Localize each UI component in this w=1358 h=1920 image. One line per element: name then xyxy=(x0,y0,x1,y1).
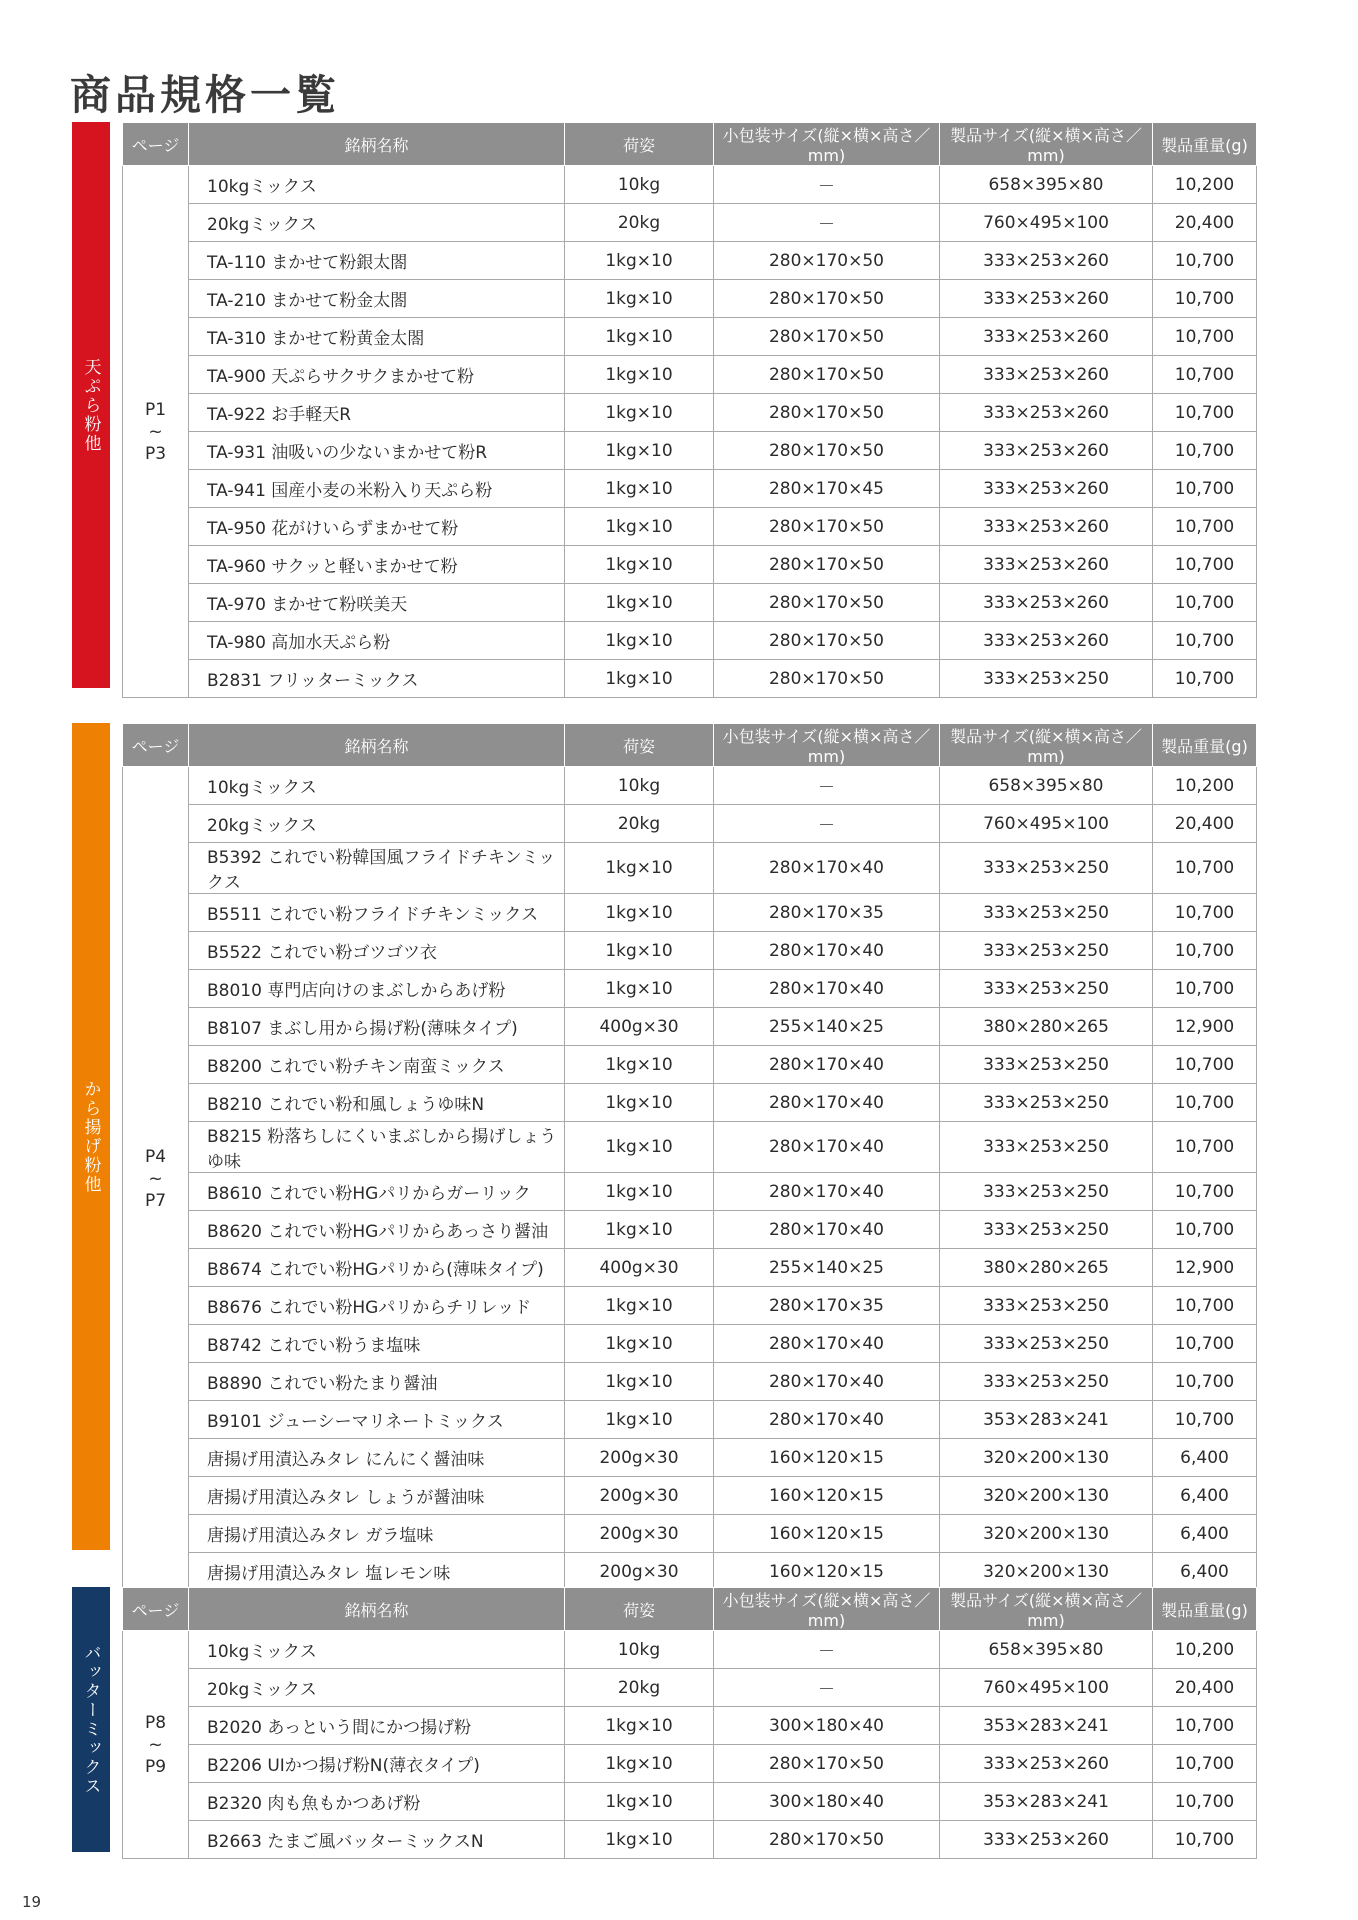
packaging-cell: 1kg×10 xyxy=(565,1173,714,1211)
product-weight-cell: 10,700 xyxy=(1153,1363,1257,1401)
product-name-cell: B2831 フリッターミックス xyxy=(189,660,565,698)
table-row xyxy=(123,970,1257,1008)
table-row xyxy=(123,432,1257,470)
product-weight-cell: 10,700 xyxy=(1153,660,1257,698)
table-row xyxy=(123,394,1257,432)
inner-pack-size-cell: 280×170×40 xyxy=(714,1122,940,1173)
packaging-cell: 1kg×10 xyxy=(565,1401,714,1439)
product-size-cell: 333×253×250 xyxy=(940,894,1153,932)
table-row xyxy=(123,1325,1257,1363)
inner-pack-size-cell: 280×170×50 xyxy=(714,660,940,698)
table-row xyxy=(123,508,1257,546)
packaging-cell: 1kg×10 xyxy=(565,1287,714,1325)
packaging-cell: 400g×30 xyxy=(565,1008,714,1046)
column-header: 銘柄名称 xyxy=(189,123,565,166)
spec-table xyxy=(122,723,1257,1591)
inner-pack-size-cell: 280×170×50 xyxy=(714,432,940,470)
product-weight-cell: 6,400 xyxy=(1153,1439,1257,1477)
table-row xyxy=(123,166,1257,204)
product-weight-cell: 10,700 xyxy=(1153,508,1257,546)
table-row xyxy=(123,894,1257,932)
inner-pack-size-cell: 280×170×40 xyxy=(714,1046,940,1084)
product-weight-cell: 10,700 xyxy=(1153,394,1257,432)
product-size-cell: 333×253×260 xyxy=(940,280,1153,318)
product-name-cell: B2020 あっという間にかつ揚げ粉 xyxy=(189,1707,565,1745)
inner-pack-size-cell: 280×170×50 xyxy=(714,356,940,394)
column-header: ページ xyxy=(123,724,189,767)
product-size-cell: 333×253×260 xyxy=(940,242,1153,280)
product-weight-cell: 10,700 xyxy=(1153,470,1257,508)
table-row xyxy=(123,1401,1257,1439)
packaging-cell: 20kg xyxy=(565,1669,714,1707)
page-range-sep: ~ xyxy=(148,1168,163,1189)
packaging-cell: 1kg×10 xyxy=(565,843,714,894)
page-range-cell xyxy=(123,166,189,698)
packaging-cell: 1kg×10 xyxy=(565,242,714,280)
inner-pack-size-cell: 160×120×15 xyxy=(714,1477,940,1515)
inner-pack-size-cell: － xyxy=(714,1669,940,1707)
product-size-cell: 333×253×260 xyxy=(940,584,1153,622)
table-row xyxy=(123,242,1257,280)
inner-pack-size-cell: 280×170×40 xyxy=(714,1211,940,1249)
inner-pack-size-cell: 300×180×40 xyxy=(714,1707,940,1745)
packaging-cell: 1kg×10 xyxy=(565,1084,714,1122)
table-row xyxy=(123,1553,1257,1591)
table-header xyxy=(123,1588,1257,1631)
packaging-cell: 1kg×10 xyxy=(565,508,714,546)
product-name-cell: B8107 まぶし用から揚げ粉(薄味タイプ) xyxy=(189,1008,565,1046)
inner-pack-size-cell: 300×180×40 xyxy=(714,1783,940,1821)
product-weight-cell: 10,200 xyxy=(1153,767,1257,805)
column-header: ページ xyxy=(123,123,189,166)
product-weight-cell: 10,700 xyxy=(1153,1821,1257,1859)
inner-pack-size-cell: － xyxy=(714,204,940,242)
product-size-cell: 320×200×130 xyxy=(940,1553,1153,1591)
table-row xyxy=(123,767,1257,805)
inner-pack-size-cell: 280×170×40 xyxy=(714,932,940,970)
product-size-cell: 333×253×250 xyxy=(940,1173,1153,1211)
section-band-tempura xyxy=(72,122,110,688)
product-weight-cell: 20,400 xyxy=(1153,204,1257,242)
packaging-cell: 400g×30 xyxy=(565,1249,714,1287)
product-name-cell: B8010 専門店向けのまぶしからあげ粉 xyxy=(189,970,565,1008)
section-label: 天ぷら粉他 xyxy=(80,357,101,453)
inner-pack-size-cell: 255×140×25 xyxy=(714,1249,940,1287)
product-size-cell: 658×395×80 xyxy=(940,767,1153,805)
product-weight-cell: 10,700 xyxy=(1153,1046,1257,1084)
product-weight-cell: 10,700 xyxy=(1153,1401,1257,1439)
table-row xyxy=(123,1122,1257,1173)
table-row xyxy=(123,660,1257,698)
product-size-cell: 658×395×80 xyxy=(940,1631,1153,1669)
product-name-cell: 20kgミックス xyxy=(189,204,565,242)
product-name-cell: TA-310 まかせて粉黄金太閤 xyxy=(189,318,565,356)
product-name-cell: B8676 これでい粉HGパリからチリレッド xyxy=(189,1287,565,1325)
product-size-cell: 333×253×260 xyxy=(940,622,1153,660)
product-weight-cell: 20,400 xyxy=(1153,1669,1257,1707)
column-header: 製品サイズ(縦×横×高さ／mm) xyxy=(940,1588,1153,1631)
inner-pack-size-cell: 280×170×50 xyxy=(714,508,940,546)
product-name-cell: TA-941 国産小麦の米粉入り天ぷら粉 xyxy=(189,470,565,508)
product-size-cell: 320×200×130 xyxy=(940,1515,1153,1553)
product-size-cell: 333×253×250 xyxy=(940,932,1153,970)
table-row xyxy=(123,1363,1257,1401)
spec-table xyxy=(122,1587,1257,1859)
product-name-cell: 唐揚げ用漬込みタレ 塩レモン味 xyxy=(189,1553,565,1591)
product-name-cell: TA-210 まかせて粉金太閤 xyxy=(189,280,565,318)
product-size-cell: 353×283×241 xyxy=(940,1707,1153,1745)
packaging-cell: 1kg×10 xyxy=(565,1745,714,1783)
product-weight-cell: 6,400 xyxy=(1153,1553,1257,1591)
product-size-cell: 380×280×265 xyxy=(940,1008,1153,1046)
column-header: 銘柄名称 xyxy=(189,724,565,767)
product-weight-cell: 10,700 xyxy=(1153,1325,1257,1363)
product-size-cell: 333×253×250 xyxy=(940,1363,1153,1401)
packaging-cell: 1kg×10 xyxy=(565,1046,714,1084)
product-size-cell: 333×253×260 xyxy=(940,508,1153,546)
product-weight-cell: 10,700 xyxy=(1153,1211,1257,1249)
packaging-cell: 200g×30 xyxy=(565,1515,714,1553)
column-header: 製品重量(g) xyxy=(1153,1588,1257,1631)
product-name-cell: B8215 粉落ちしにくいまぶしから揚げしょうゆ味 xyxy=(189,1122,565,1173)
product-name-cell: 唐揚げ用漬込みタレ ガラ塩味 xyxy=(189,1515,565,1553)
page-title: 商品規格一覧 xyxy=(70,71,340,119)
table-row xyxy=(123,1669,1257,1707)
packaging-cell: 1kg×10 xyxy=(565,894,714,932)
table-row xyxy=(123,1477,1257,1515)
section-label: バッターミックス xyxy=(80,1643,101,1796)
product-name-cell: B8210 これでい粉和風しょうゆ味N xyxy=(189,1084,565,1122)
page-range-from: P8 xyxy=(144,1712,167,1733)
inner-pack-size-cell: 280×170×50 xyxy=(714,394,940,432)
product-name-cell: TA-931 油吸いの少ないまかせて粉R xyxy=(189,432,565,470)
product-weight-cell: 10,700 xyxy=(1153,1287,1257,1325)
product-weight-cell: 10,200 xyxy=(1153,1631,1257,1669)
page-range-sep: ~ xyxy=(148,421,163,442)
inner-pack-size-cell: 280×170×40 xyxy=(714,843,940,894)
table-row xyxy=(123,1631,1257,1669)
column-header: 銘柄名称 xyxy=(189,1588,565,1631)
product-weight-cell: 10,700 xyxy=(1153,1783,1257,1821)
table-row xyxy=(123,584,1257,622)
column-header: 小包装サイズ(縦×横×高さ／mm) xyxy=(714,1588,940,1631)
inner-pack-size-cell: － xyxy=(714,805,940,843)
product-name-cell: B8742 これでい粉うま塩味 xyxy=(189,1325,565,1363)
page-range-sep: ~ xyxy=(148,1734,163,1755)
product-size-cell: 353×283×241 xyxy=(940,1783,1153,1821)
product-size-cell: 333×253×250 xyxy=(940,1122,1153,1173)
product-weight-cell: 10,700 xyxy=(1153,1084,1257,1122)
page-range-cell xyxy=(123,767,189,1591)
inner-pack-size-cell: 280×170×50 xyxy=(714,280,940,318)
product-name-cell: B2663 たまご風バッターミックスN xyxy=(189,1821,565,1859)
product-weight-cell: 10,700 xyxy=(1153,356,1257,394)
inner-pack-size-cell: － xyxy=(714,166,940,204)
product-name-cell: B5392 これでい粉韓国風フライドチキンミックス xyxy=(189,843,565,894)
section-karaage xyxy=(72,723,1272,1584)
table-row xyxy=(123,805,1257,843)
inner-pack-size-cell: 280×170×50 xyxy=(714,546,940,584)
product-name-cell: 20kgミックス xyxy=(189,1669,565,1707)
section-band-batter xyxy=(72,1587,110,1852)
product-name-cell: B8620 これでい粉HGパリからあっさり醤油 xyxy=(189,1211,565,1249)
packaging-cell: 1kg×10 xyxy=(565,1122,714,1173)
packaging-cell: 1kg×10 xyxy=(565,432,714,470)
product-name-cell: B5511 これでい粉フライドチキンミックス xyxy=(189,894,565,932)
table-row xyxy=(123,843,1257,894)
product-weight-cell: 6,400 xyxy=(1153,1477,1257,1515)
inner-pack-size-cell: 280×170×40 xyxy=(714,1325,940,1363)
inner-pack-size-cell: 280×170×50 xyxy=(714,242,940,280)
product-weight-cell: 10,700 xyxy=(1153,843,1257,894)
packaging-cell: 10kg xyxy=(565,1631,714,1669)
spec-table xyxy=(122,122,1257,698)
packaging-cell: 1kg×10 xyxy=(565,1325,714,1363)
product-size-cell: 333×253×260 xyxy=(940,1821,1153,1859)
packaging-cell: 1kg×10 xyxy=(565,1363,714,1401)
inner-pack-size-cell: － xyxy=(714,1631,940,1669)
product-name-cell: B8610 これでい粉HGパリからガーリック xyxy=(189,1173,565,1211)
page-range-from: P1 xyxy=(144,399,167,420)
packaging-cell: 10kg xyxy=(565,767,714,805)
product-name-cell: B8674 これでい粉HGパリから(薄味タイプ) xyxy=(189,1249,565,1287)
page-number: 19 xyxy=(22,1893,42,1911)
product-weight-cell: 10,700 xyxy=(1153,432,1257,470)
page-range-from: P4 xyxy=(144,1146,167,1167)
product-name-cell: 唐揚げ用漬込みタレ にんにく醤油味 xyxy=(189,1439,565,1477)
column-header: 荷姿 xyxy=(565,1588,714,1631)
table-row xyxy=(123,546,1257,584)
product-name-cell: 10kgミックス xyxy=(189,767,565,805)
packaging-cell: 1kg×10 xyxy=(565,1783,714,1821)
packaging-cell: 1kg×10 xyxy=(565,356,714,394)
inner-pack-size-cell: 280×170×45 xyxy=(714,470,940,508)
table-row xyxy=(123,280,1257,318)
product-name-cell: B8200 これでい粉チキン南蛮ミックス xyxy=(189,1046,565,1084)
section-label: から揚げ粉他 xyxy=(80,1079,101,1194)
product-weight-cell: 10,700 xyxy=(1153,932,1257,970)
packaging-cell: 1kg×10 xyxy=(565,280,714,318)
inner-pack-size-cell: 280×170×40 xyxy=(714,1401,940,1439)
product-size-cell: 760×495×100 xyxy=(940,204,1153,242)
table-row xyxy=(123,318,1257,356)
product-weight-cell: 10,700 xyxy=(1153,970,1257,1008)
product-name-cell: TA-960 サクッと軽いまかせて粉 xyxy=(189,546,565,584)
product-size-cell: 333×253×260 xyxy=(940,432,1153,470)
packaging-cell: 1kg×10 xyxy=(565,660,714,698)
packaging-cell: 10kg xyxy=(565,166,714,204)
page-range-cell xyxy=(123,1631,189,1859)
packaging-cell: 1kg×10 xyxy=(565,932,714,970)
table-row xyxy=(123,1211,1257,1249)
packaging-cell: 200g×30 xyxy=(565,1477,714,1515)
packaging-cell: 1kg×10 xyxy=(565,470,714,508)
product-size-cell: 380×280×265 xyxy=(940,1249,1153,1287)
packaging-cell: 1kg×10 xyxy=(565,1707,714,1745)
column-header: 製品サイズ(縦×横×高さ／mm) xyxy=(940,123,1153,166)
product-weight-cell: 10,700 xyxy=(1153,1707,1257,1745)
product-size-cell: 333×253×260 xyxy=(940,394,1153,432)
inner-pack-size-cell: 160×120×15 xyxy=(714,1515,940,1553)
product-size-cell: 333×253×250 xyxy=(940,1325,1153,1363)
product-name-cell: B9101 ジューシーマリネートミックス xyxy=(189,1401,565,1439)
table-row xyxy=(123,1745,1257,1783)
product-size-cell: 333×253×250 xyxy=(940,1084,1153,1122)
inner-pack-size-cell: 280×170×50 xyxy=(714,1821,940,1859)
product-name-cell: 20kgミックス xyxy=(189,805,565,843)
product-size-cell: 333×253×260 xyxy=(940,470,1153,508)
column-header: 製品重量(g) xyxy=(1153,123,1257,166)
product-name-cell: TA-970 まかせて粉咲美天 xyxy=(189,584,565,622)
table-row xyxy=(123,1783,1257,1821)
table-row xyxy=(123,622,1257,660)
inner-pack-size-cell: 160×120×15 xyxy=(714,1439,940,1477)
product-weight-cell: 10,700 xyxy=(1153,318,1257,356)
product-name-cell: B2206 UIかつ揚げ粉N(薄衣タイプ) xyxy=(189,1745,565,1783)
column-header: 製品重量(g) xyxy=(1153,724,1257,767)
product-name-cell: 10kgミックス xyxy=(189,166,565,204)
product-size-cell: 333×253×260 xyxy=(940,1745,1153,1783)
product-size-cell: 333×253×250 xyxy=(940,1046,1153,1084)
packaging-cell: 20kg xyxy=(565,805,714,843)
product-weight-cell: 10,700 xyxy=(1153,584,1257,622)
inner-pack-size-cell: 280×170×50 xyxy=(714,622,940,660)
page-range-to: P7 xyxy=(144,1190,167,1211)
product-size-cell: 353×283×241 xyxy=(940,1401,1153,1439)
column-header: 小包装サイズ(縦×横×高さ／mm) xyxy=(714,724,940,767)
product-size-cell: 760×495×100 xyxy=(940,1669,1153,1707)
product-weight-cell: 10,700 xyxy=(1153,1122,1257,1173)
product-size-cell: 333×253×250 xyxy=(940,660,1153,698)
product-name-cell: 10kgミックス xyxy=(189,1631,565,1669)
product-name-cell: 唐揚げ用漬込みタレ しょうが醤油味 xyxy=(189,1477,565,1515)
section-batter xyxy=(72,1587,1272,1852)
product-name-cell: TA-922 お手軽天R xyxy=(189,394,565,432)
product-weight-cell: 10,700 xyxy=(1153,280,1257,318)
product-weight-cell: 6,400 xyxy=(1153,1515,1257,1553)
product-size-cell: 320×200×130 xyxy=(940,1477,1153,1515)
column-header: 荷姿 xyxy=(565,724,714,767)
table-row xyxy=(123,1287,1257,1325)
product-size-cell: 658×395×80 xyxy=(940,166,1153,204)
product-name-cell: B8890 これでい粉たまり醤油 xyxy=(189,1363,565,1401)
section-tempura xyxy=(72,122,1272,691)
product-weight-cell: 10,700 xyxy=(1153,546,1257,584)
packaging-cell: 1kg×10 xyxy=(565,1821,714,1859)
table-row xyxy=(123,1046,1257,1084)
product-name-cell: TA-980 高加水天ぷら粉 xyxy=(189,622,565,660)
table-row xyxy=(123,1515,1257,1553)
product-weight-cell: 10,700 xyxy=(1153,894,1257,932)
table-row xyxy=(123,1084,1257,1122)
product-name-cell: TA-900 天ぷらサクサクまかせて粉 xyxy=(189,356,565,394)
inner-pack-size-cell: － xyxy=(714,767,940,805)
product-weight-cell: 10,700 xyxy=(1153,1173,1257,1211)
product-name-cell: TA-110 まかせて粉銀太閤 xyxy=(189,242,565,280)
column-header: 小包装サイズ(縦×横×高さ／mm) xyxy=(714,123,940,166)
section-band-karaage xyxy=(72,723,110,1550)
packaging-cell: 1kg×10 xyxy=(565,584,714,622)
table-row xyxy=(123,1707,1257,1745)
inner-pack-size-cell: 280×170×35 xyxy=(714,894,940,932)
table-row xyxy=(123,932,1257,970)
inner-pack-size-cell: 280×170×40 xyxy=(714,970,940,1008)
packaging-cell: 200g×30 xyxy=(565,1553,714,1591)
table-row xyxy=(123,204,1257,242)
product-size-cell: 333×253×250 xyxy=(940,843,1153,894)
table-row xyxy=(123,356,1257,394)
table-row xyxy=(123,470,1257,508)
inner-pack-size-cell: 280×170×35 xyxy=(714,1287,940,1325)
table-header xyxy=(123,123,1257,166)
product-weight-cell: 20,400 xyxy=(1153,805,1257,843)
table-row xyxy=(123,1249,1257,1287)
product-size-cell: 333×253×250 xyxy=(940,1211,1153,1249)
table-header xyxy=(123,724,1257,767)
inner-pack-size-cell: 280×170×40 xyxy=(714,1173,940,1211)
column-header: 荷姿 xyxy=(565,123,714,166)
product-weight-cell: 12,900 xyxy=(1153,1008,1257,1046)
table-row xyxy=(123,1821,1257,1859)
product-name-cell: TA-950 花がけいらずまかせて粉 xyxy=(189,508,565,546)
inner-pack-size-cell: 280×170×50 xyxy=(714,318,940,356)
column-header: ページ xyxy=(123,1588,189,1631)
inner-pack-size-cell: 280×170×50 xyxy=(714,1745,940,1783)
inner-pack-size-cell: 255×140×25 xyxy=(714,1008,940,1046)
inner-pack-size-cell: 280×170×50 xyxy=(714,584,940,622)
inner-pack-size-cell: 160×120×15 xyxy=(714,1553,940,1591)
product-size-cell: 333×253×250 xyxy=(940,1287,1153,1325)
packaging-cell: 1kg×10 xyxy=(565,394,714,432)
product-size-cell: 333×253×260 xyxy=(940,356,1153,394)
table-row xyxy=(123,1008,1257,1046)
packaging-cell: 200g×30 xyxy=(565,1439,714,1477)
packaging-cell: 1kg×10 xyxy=(565,318,714,356)
page-range-to: P3 xyxy=(144,443,167,464)
product-weight-cell: 10,700 xyxy=(1153,622,1257,660)
product-size-cell: 320×200×130 xyxy=(940,1439,1153,1477)
packaging-cell: 1kg×10 xyxy=(565,546,714,584)
product-weight-cell: 10,700 xyxy=(1153,242,1257,280)
inner-pack-size-cell: 280×170×40 xyxy=(714,1084,940,1122)
product-size-cell: 760×495×100 xyxy=(940,805,1153,843)
product-size-cell: 333×253×260 xyxy=(940,546,1153,584)
table-row xyxy=(123,1439,1257,1477)
product-size-cell: 333×253×260 xyxy=(940,318,1153,356)
packaging-cell: 1kg×10 xyxy=(565,1211,714,1249)
packaging-cell: 1kg×10 xyxy=(565,970,714,1008)
product-name-cell: B2320 肉も魚もかつあげ粉 xyxy=(189,1783,565,1821)
packaging-cell: 1kg×10 xyxy=(565,622,714,660)
product-weight-cell: 12,900 xyxy=(1153,1249,1257,1287)
page-range-to: P9 xyxy=(144,1756,167,1777)
product-name-cell: B5522 これでい粉ゴツゴツ衣 xyxy=(189,932,565,970)
column-header: 製品サイズ(縦×横×高さ／mm) xyxy=(940,724,1153,767)
product-size-cell: 333×253×250 xyxy=(940,970,1153,1008)
inner-pack-size-cell: 280×170×40 xyxy=(714,1363,940,1401)
product-weight-cell: 10,200 xyxy=(1153,166,1257,204)
table-row xyxy=(123,1173,1257,1211)
product-weight-cell: 10,700 xyxy=(1153,1745,1257,1783)
packaging-cell: 20kg xyxy=(565,204,714,242)
